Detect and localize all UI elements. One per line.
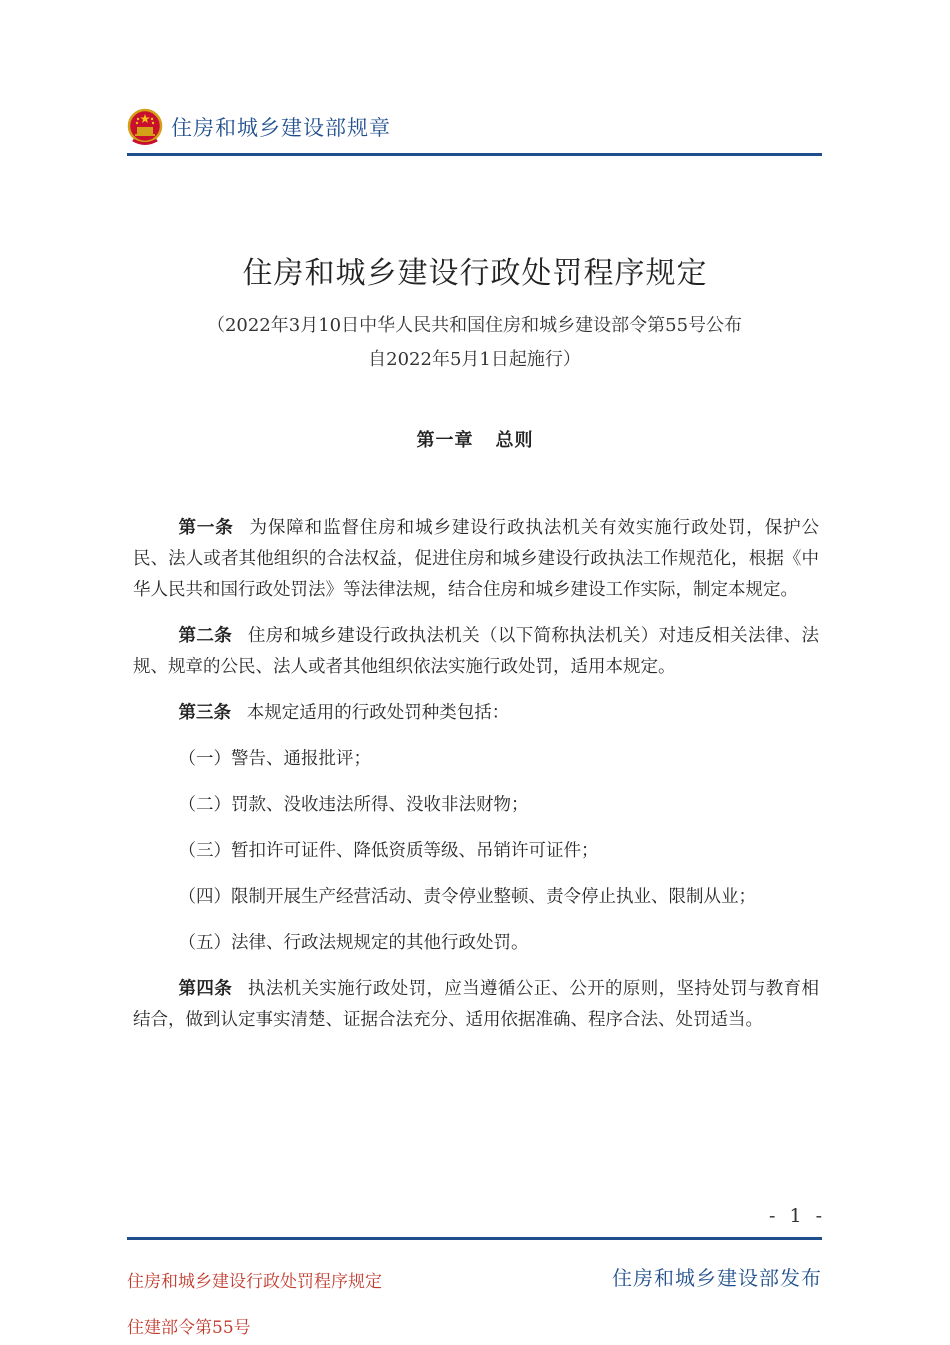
article-text: 本规定适用的行政处罚种类包括： [246,703,510,723]
footer-order-number: 住建部令第55号 [127,1318,251,1338]
footer-divider [127,1237,822,1240]
header-title: 住房和城乡建设部规章 [171,116,391,140]
footer-publisher: 住房和城乡建设部发布 [612,1266,822,1290]
article-4 [133,974,819,1036]
subtitle-line-2: 自2022年5月1日起施行） [368,349,581,370]
article-3 [133,698,819,729]
chapter-name: 总则 [495,430,534,451]
article-label: 第二条 [178,626,233,646]
article-1 [133,513,819,606]
article-text: 执法机关实施行政处罚，应当遵循公正、公开的原则，坚持处罚与教育相结合，做到认定事实清楚、证据合法充分、适用依据准确、程序合法、处罚适当。 [133,979,820,1030]
article-text: 为保障和监督住房和城乡建设行政执法机关有效实施行政处罚，保护公民、法人或者其他组织的合法权益，促进住房和城乡建设行政执法工作规范化，根据《中华人民共和国行政处罚法》等法律法规，结合住房和城乡建设工作实际，制定本规定。 [133,518,820,600]
document-body [133,513,819,1051]
document-subtitle [127,309,822,377]
list-item: （一）警告、通报批评； [178,749,371,769]
document-title: 住房和城乡建设行政处罚程序规定 [242,256,708,291]
national-emblem-icon [127,107,163,147]
header-divider [127,153,822,156]
list-item: （三）暂扣许可证件、降低资质等级、吊销许可证件； [178,841,599,861]
footer-document-name: 住房和城乡建设行政处罚程序规定 [127,1272,382,1292]
article-text: 住房和城乡建设行政执法机关（以下简称执法机关）对违反相关法律、法规、规章的公民、法人或者其他组织依法实施行政处罚，适用本规定。 [133,626,820,677]
subtitle-line-1: （2022年3月10日中华人民共和国住房和城乡建设部令第55号公布 [206,315,743,336]
page-header [127,102,822,152]
article-label: 第四条 [178,979,233,999]
article-label: 第一条 [178,518,234,538]
list-item: （二）罚款、没收违法所得、没收非法财物； [178,795,529,815]
chapter-heading [0,426,950,452]
article-2 [133,621,819,683]
list-item: （五）法律、行政法规规定的其他行政处罚。 [178,933,529,953]
page-number: - 1 - [768,1205,826,1227]
list-item: （四）限制开展生产经营活动、责令停业整顿、责令停止执业、限制从业； [178,887,756,907]
article-label: 第三条 [178,703,231,723]
chapter-number: 第一章 [416,430,474,451]
